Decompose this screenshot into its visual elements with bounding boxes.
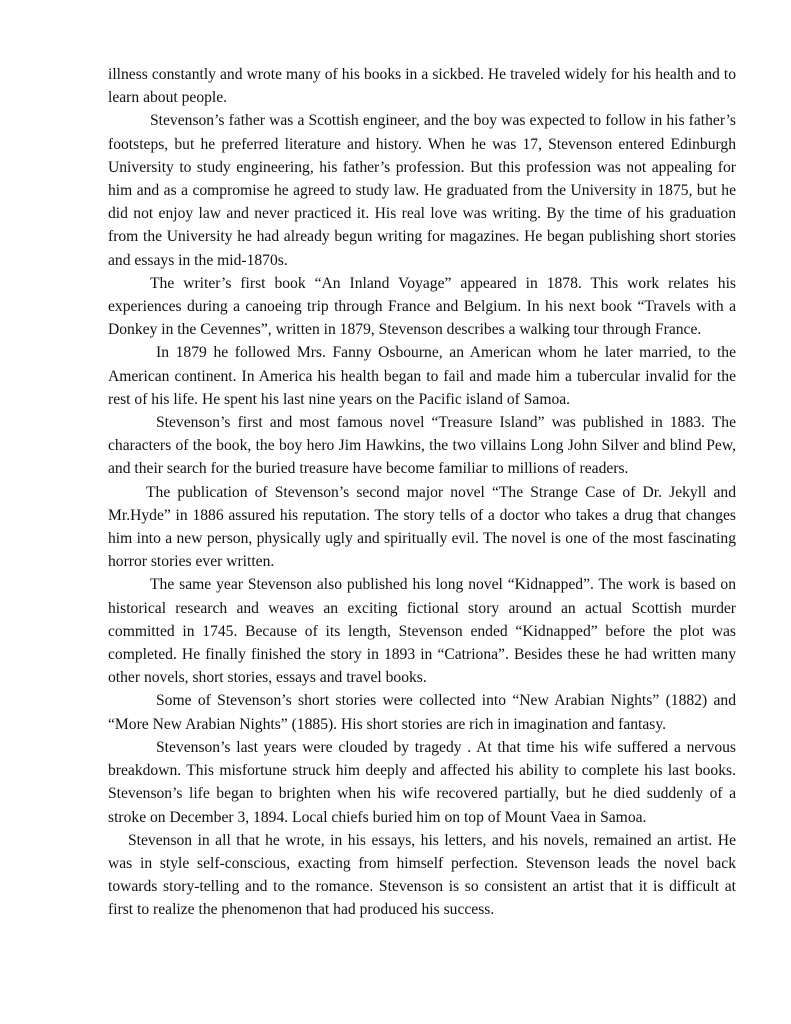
paragraph-7: The same year Stevenson also published his long novel “Kidnapped”. The work is based on historical research and weaves an exciting fictional story around an actual Scottish murder committed in 1745. Because of its length, Stevenson ended “Kidnapped” before the plot was completed. He finally finished the story in 1893 in “Catriona”. Besides these he had written many other novels, short stories, essays and travel books. [108,576,736,687]
paragraph-2: Stevenson’s father was a Scottish engineer, and the boy was expected to follow in his father’s footsteps, but he preferred literature and history. When he was 17, Stevenson entered Edinburgh University to study engineering, his father’s profession. But this profession was not appealing for him and as a compromise he agreed to study law. He graduated from the University in 1875, but he did not enjoy law and never practiced it. His real love was writing. By the time of his graduation from the University he had already begun writing for magazines. He began publishing short stories and essays in the mid-1870s. [108,112,736,269]
paragraph-3: The writer’s first book “An Inland Voyage” appeared in 1878. This work relates his experiences during a canoeing trip through France and Belgium. In his next book “Travels with a Donkey in the Cevennes”, written in 1879, Stevenson describes a walking tour through France. [108,274,736,339]
paragraph-1: illness constantly and wrote many of his books in a sickbed. He traveled widely for his health and to learn about people. [108,66,736,107]
paragraph-10: Stevenson in all that he wrote, in his essays, his letters, and his novels, remained an artist. He was in style self-conscious, exacting from himself perfection. Stevenson leads the novel back towards story-telling and to the romance. Stevenson is so consistent an artist that it is difficult at first to realize the phenomenon that had produced his success. [108,831,736,919]
paragraph-9: Stevenson’s last years were clouded by tragedy . At that time his wife suffered a nervous breakdown. This misfortune struck him deeply and affected his ability to complete his last books. Stevenson’s life began to brighten when his wife recovered partially, but he died suddenly of a stroke on December 3, 1894. Local chiefs buried him on top of Mount Vaea in Samoa. [108,738,736,826]
paragraph-8: Some of Stevenson’s short stories were collected into “New Arabian Nights” (1882) and “More New Arabian Nights” (1885). His short stories are rich in imagination and fantasy. [108,692,736,733]
paragraph-4: In 1879 he followed Mrs. Fanny Osbourne, an American whom he later married, to the American continent. In America his health began to fail and made him a tubercular invalid for the rest of his life. He spent his last nine years on the Pacific island of Samoa. [108,344,736,408]
paragraph-6: The publication of Stevenson’s second major novel “The Strange Case of Dr. Jekyll and Mr.Hyde” in 1886 assured his reputation. The story tells of a doctor who takes a drug that changes him into a new person, physically ugly and spiritually evil. The novel is one of the most fascinating horror stories ever written. [108,483,736,571]
paragraph-5: Stevenson’s first and most famous novel “Treasure Island” was published in 1883. The characters of the book, the boy hero Jim Hawkins, the two villains Long John Silver and blind Pew, and their search for the buried treasure have become familiar to millions of readers. [108,414,736,478]
document-page [108,63,736,922]
